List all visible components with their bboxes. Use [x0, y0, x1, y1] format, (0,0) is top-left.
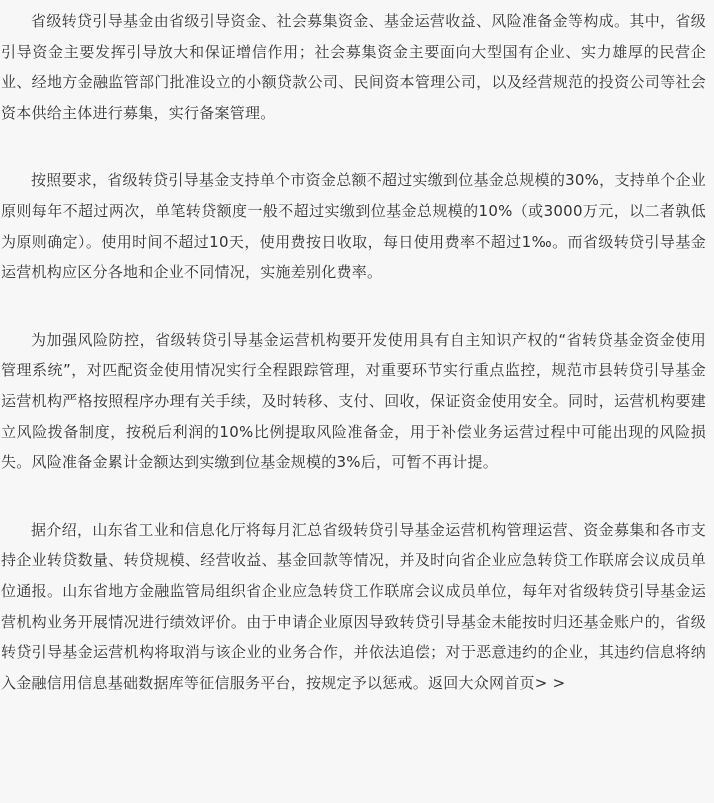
article-paragraph-1: 省级转贷引导基金由省级引导资金、社会募集资金、基金运营收益、风险准备金等构成。其中，省级引导资金主要发挥引导放大和保证增信作用；社会募集资金主要面向大型国有企业、实力雄厚的民营企业、经地方金融监管部门批准设立的小额贷款公司、民间资本管理公司，以及经营规范的投资公司等社会资本供给主体进行募集，实行备案管理。: [1, 12, 706, 122]
article-paragraph-3: 为加强风险防控，省级转贷引导基金运营机构要开发使用具有自主知识产权的“省转贷基金资金使用管理系统”，对匹配资金使用情况实行全程跟踪管理，对重要环节实行重点监控，规范市县转贷引导基金运营机构严格按照程序办理有关手续，及时转移、支付、回收，保证资金使用安全。同时，运营机构要建立风险拨备制度，按税后利润的10%比例提取风险准备金，用于补偿业务运营过程中可能出现的风险损失。风险准备金累计金额达到实缴到位基金规模的3%后，可暂不再计提。: [1, 330, 706, 472]
article-paragraph-2: 按照要求，省级转贷引导基金支持单个市资金总额不超过实缴到位基金总规模的30%，支持单个企业原则每年不超过两次，单笔转贷额度一般不超过实缴到位基金总规模的10%（或3000万元，以二者孰低为原则确定）。使用时间不超过10天，使用费按日收取，每日使用费率不超过1‰。而省级转贷引导基金运营机构应区分各地和企业不同情况，实施差别化费率。: [1, 171, 706, 282]
back-to-homepage-link[interactable]: 返回大众网首页> >: [428, 673, 566, 692]
article-paragraph-4-text: 据介绍，山东省工业和信息化厅将每月汇总省级转贷引导基金运营机构管理运营、资金募集和各市支持企业转贷数量、转贷规模、经营收益、基金回款等情况，并及时向省企业应急转贷工作联席会议成员单位通报。山东省地方金融监管局组织省企业应急转贷工作联席会议成员单位，每年对省级转贷引导基金运营机构业务开展情况进行绩效评价。由于申请企业原因导致转贷引导基金未能按时归还基金账户的，省级转贷引导基金运营机构将取消与该企业的业务合作，并依法追偿；对于恶意违约的企业，其违约信息将纳入金融信用信息基础数据库等征信服务平台，按规定予以惩戒。: [1, 520, 706, 692]
article-paragraph-4: [1, 515, 706, 699]
